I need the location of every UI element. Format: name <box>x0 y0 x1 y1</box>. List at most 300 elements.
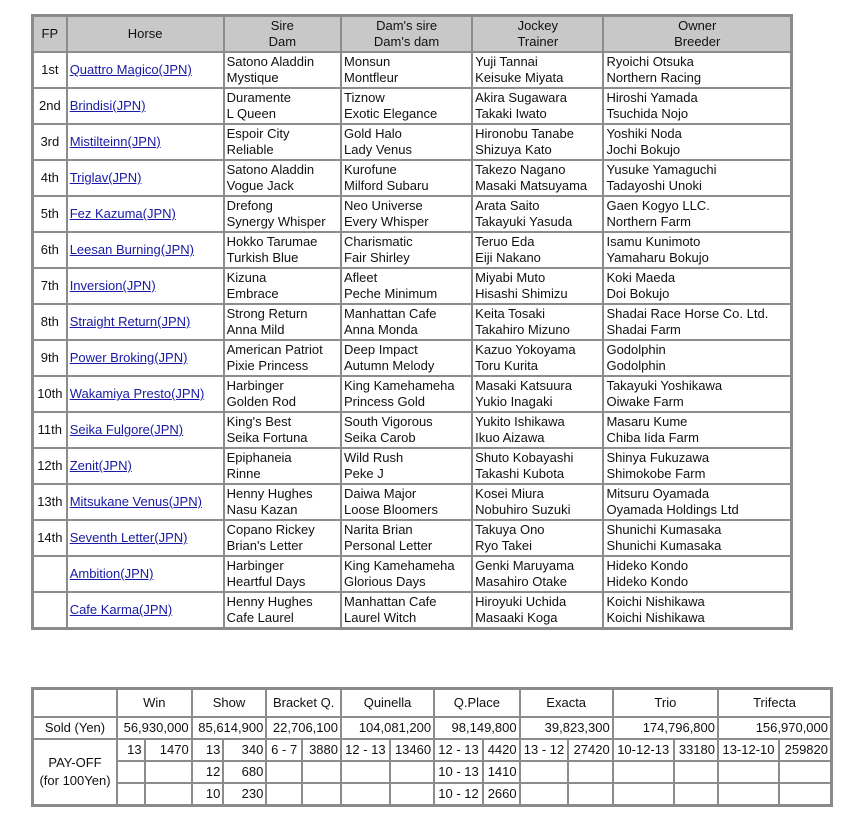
owner-breeder-cell <box>603 412 791 448</box>
winning-combination: 13 <box>192 739 224 761</box>
dams-dam: Anna Monda <box>344 322 418 337</box>
dams-dam: Personal Letter <box>344 538 433 553</box>
breeder: Koichi Nishikawa <box>606 610 705 625</box>
breeder: Northern Farm <box>606 214 691 229</box>
dams-sire: Deep Impact <box>344 342 418 357</box>
trainer: Masaaki Koga <box>475 610 558 625</box>
finish-position: 1st <box>33 52 67 88</box>
payout-amount: 259820 <box>779 739 831 761</box>
payout-amount <box>674 783 718 805</box>
payoff-table <box>31 687 833 807</box>
jockey-trainer-cell <box>472 160 603 196</box>
finish-position <box>33 556 67 592</box>
payout-amount <box>390 783 434 805</box>
owner: Godolphin <box>606 342 666 357</box>
jockey-trainer-cell <box>472 268 603 304</box>
jockey: Kazuo Yokoyama <box>475 342 576 357</box>
dams-sire: Charismatic <box>344 234 413 249</box>
header-horse: Horse <box>67 16 224 52</box>
owner: Shunichi Kumasaka <box>606 522 722 537</box>
trainer: Ikuo Aizawa <box>475 430 545 445</box>
damsire-damdam-cell <box>341 412 472 448</box>
payout-amount: 4420 <box>483 739 520 761</box>
dams-sire: Gold Halo <box>344 126 402 141</box>
payout-amount <box>779 761 831 783</box>
owner: Isamu Kunimoto <box>606 234 701 249</box>
trainer: Takashi Kubota <box>475 466 565 481</box>
horse-link[interactable]: Zenit(JPN) <box>69 458 132 473</box>
payoff-row <box>33 739 831 761</box>
damsire-damdam-cell <box>341 592 472 628</box>
winning-combination <box>520 783 569 805</box>
jockey: Takuya Ono <box>475 522 545 537</box>
damsire-damdam-cell <box>341 124 472 160</box>
winning-combination <box>718 783 779 805</box>
dams-dam: Montfleur <box>344 70 399 85</box>
breeder: Tadayoshi Unoki <box>606 178 702 193</box>
sire-dam-cell <box>224 196 341 232</box>
payout-amount: 27420 <box>568 739 612 761</box>
table-row <box>33 124 791 160</box>
dams-sire: Afleet <box>344 270 378 285</box>
jockey: Miyabi Muto <box>475 270 546 285</box>
bet-type-header: Exacta <box>520 689 613 717</box>
sire-dam-cell <box>224 520 341 556</box>
header-jockey-trainer <box>472 16 603 52</box>
payout-amount: 340 <box>223 739 266 761</box>
finish-position: 7th <box>33 268 67 304</box>
breeder: Oiwake Farm <box>606 394 684 409</box>
finish-position: 14th <box>33 520 67 556</box>
finish-position: 13th <box>33 484 67 520</box>
trainer: Masaki Matsuyama <box>475 178 588 193</box>
jockey-trainer-cell <box>472 88 603 124</box>
horse-link[interactable]: Brindisi(JPN) <box>69 98 146 113</box>
trainer: Hisashi Shimizu <box>475 286 568 301</box>
jockey-trainer-cell <box>472 124 603 160</box>
dams-dam: Exotic Elegance <box>344 106 438 121</box>
table-row <box>33 52 791 88</box>
owner: Koichi Nishikawa <box>606 594 705 609</box>
horse-cell <box>67 304 224 340</box>
jockey-trainer-cell <box>472 448 603 484</box>
horse-link[interactable]: Inversion(JPN) <box>69 278 156 293</box>
damsire-damdam-cell <box>341 232 472 268</box>
table-row <box>33 160 791 196</box>
sire-dam-cell <box>224 124 341 160</box>
dam: Cafe Laurel <box>226 610 294 625</box>
breeder: Doi Bokujo <box>606 286 670 301</box>
sire-dam-cell <box>224 88 341 124</box>
finish-position: 4th <box>33 160 67 196</box>
bet-type-header: Show <box>192 689 267 717</box>
table-row <box>33 340 791 376</box>
payout-amount <box>145 761 192 783</box>
sire: Henny Hughes <box>226 486 313 501</box>
header-dam: Dam <box>268 34 297 49</box>
owner-breeder-cell <box>603 232 791 268</box>
damsire-damdam-cell <box>341 376 472 412</box>
jockey: Keita Tosaki <box>475 306 546 321</box>
payoff-header-row <box>33 689 831 717</box>
dams-sire: Tiznow <box>344 90 385 105</box>
sire: Duramente <box>226 90 291 105</box>
finish-position: 3rd <box>33 124 67 160</box>
header-damdam: Dam's dam <box>373 34 440 49</box>
table-row <box>33 268 791 304</box>
payoff-label-line2: (for 100Yen) <box>39 773 111 788</box>
table-row <box>33 304 791 340</box>
dam: Brian's Letter <box>226 538 303 553</box>
winning-combination: 12 - 13 <box>434 739 483 761</box>
horse-link[interactable]: Straight Return(JPN) <box>69 314 191 329</box>
table-row <box>33 556 791 592</box>
damsire-damdam-cell <box>341 160 472 196</box>
payout-amount: 230 <box>223 783 266 805</box>
horse-cell <box>67 484 224 520</box>
table-row <box>33 448 791 484</box>
jockey-trainer-cell <box>472 304 603 340</box>
sire: Harbinger <box>226 558 284 573</box>
horse-cell <box>67 376 224 412</box>
jockey: Shuto Kobayashi <box>475 450 574 465</box>
dam: Heartful Days <box>226 574 306 589</box>
breeder: Shadai Farm <box>606 322 681 337</box>
dam: Reliable <box>226 142 274 157</box>
trainer: Nobuhiro Suzuki <box>475 502 571 517</box>
bet-type-header: Quinella <box>341 689 434 717</box>
dams-sire: South Vigorous <box>344 414 433 429</box>
sold-amount: 98,149,800 <box>434 717 520 739</box>
sire-dam-cell <box>224 448 341 484</box>
owner-breeder-cell <box>603 556 791 592</box>
payoff-label <box>33 739 117 805</box>
dams-sire: Narita Brian <box>344 522 413 537</box>
owner-breeder-cell <box>603 340 791 376</box>
finish-position: 12th <box>33 448 67 484</box>
horse-cell <box>67 268 224 304</box>
trainer: Yukio Inagaki <box>475 394 553 409</box>
sire: Hokko Tarumae <box>226 234 318 249</box>
horse-link[interactable]: Cafe Karma(JPN) <box>69 602 173 617</box>
payout-amount: 13460 <box>390 739 434 761</box>
winning-combination: 10-12-13 <box>613 739 674 761</box>
sire: Copano Rickey <box>226 522 315 537</box>
payout-amount <box>145 783 192 805</box>
winning-combination: 10 <box>192 783 224 805</box>
horse-link[interactable]: Mitsukane Venus(JPN) <box>69 494 202 509</box>
breeder: Shunichi Kumasaka <box>606 538 722 553</box>
horse-link[interactable]: Fez Kazuma(JPN) <box>69 206 176 221</box>
winning-combination: 6 - 7 <box>266 739 302 761</box>
sire: Drefong <box>226 198 273 213</box>
horse-link[interactable]: Seika Fulgore(JPN) <box>69 422 184 437</box>
winning-combination: 10 - 13 <box>434 761 483 783</box>
payout-amount <box>674 761 718 783</box>
damsire-damdam-cell <box>341 268 472 304</box>
race-results-table <box>31 14 793 630</box>
dams-dam: Lady Venus <box>344 142 412 157</box>
winning-combination: 13-12-10 <box>718 739 779 761</box>
sire-dam-cell <box>224 412 341 448</box>
owner: Gaen Kogyo LLC. <box>606 198 710 213</box>
results-header-row <box>33 16 791 52</box>
trainer: Shizuya Kato <box>475 142 552 157</box>
payout-amount: 1410 <box>483 761 520 783</box>
owner-breeder-cell <box>603 484 791 520</box>
finish-position: 5th <box>33 196 67 232</box>
jockey-trainer-cell <box>472 484 603 520</box>
dam: Turkish Blue <box>226 250 299 265</box>
jockey-trainer-cell <box>472 196 603 232</box>
sold-amount: 174,796,800 <box>613 717 718 739</box>
winning-combination <box>520 761 569 783</box>
horse-cell <box>67 556 224 592</box>
jockey-trainer-cell <box>472 376 603 412</box>
sire-dam-cell <box>224 304 341 340</box>
sire: Epiphaneia <box>226 450 292 465</box>
horse-cell <box>67 340 224 376</box>
horse-link[interactable]: Ambition(JPN) <box>69 566 154 581</box>
dams-dam: Loose Bloomers <box>344 502 438 517</box>
header-sire: Sire <box>270 18 294 33</box>
winning-combination <box>266 783 302 805</box>
sire: King's Best <box>226 414 292 429</box>
payout-amount: 1470 <box>145 739 192 761</box>
header-trainer: Trainer <box>517 34 559 49</box>
payout-amount <box>390 761 434 783</box>
sire: Satono Aladdin <box>226 162 315 177</box>
owner: Masaru Kume <box>606 414 688 429</box>
breeder: Oyamada Holdings Ltd <box>606 502 739 517</box>
trainer: Eiji Nakano <box>475 250 541 265</box>
damsire-damdam-cell <box>341 484 472 520</box>
owner-breeder-cell <box>603 124 791 160</box>
jockey: Arata Saito <box>475 198 540 213</box>
payout-amount: 3880 <box>302 739 341 761</box>
dams-sire: Manhattan Cafe <box>344 306 437 321</box>
dams-sire: King Kamehameha <box>344 558 455 573</box>
horse-cell <box>67 232 224 268</box>
dams-dam: Seika Carob <box>344 430 416 445</box>
owner: Hideko Kondo <box>606 558 689 573</box>
jockey-trainer-cell <box>472 232 603 268</box>
finish-position: 11th <box>33 412 67 448</box>
header-fp: FP <box>33 16 67 52</box>
breeder: Godolphin <box>606 358 666 373</box>
header-owner-breeder <box>603 16 791 52</box>
winning-combination <box>613 783 674 805</box>
trainer: Takahiro Mizuno <box>475 322 570 337</box>
table-row <box>33 592 791 628</box>
jockey-trainer-cell <box>472 520 603 556</box>
breeder: Tsuchida Nojo <box>606 106 689 121</box>
bet-type-header: Q.Place <box>434 689 520 717</box>
dam: Mystique <box>226 70 279 85</box>
winning-combination <box>341 783 390 805</box>
damsire-damdam-cell <box>341 340 472 376</box>
horse-link[interactable]: Power Broking(JPN) <box>69 350 188 365</box>
jockey: Teruo Eda <box>475 234 535 249</box>
owner-breeder-cell <box>603 160 791 196</box>
sire-dam-cell <box>224 556 341 592</box>
jockey-trainer-cell <box>472 592 603 628</box>
damsire-damdam-cell <box>341 88 472 124</box>
jockey: Genki Maruyama <box>475 558 575 573</box>
horse-cell <box>67 52 224 88</box>
sire: Harbinger <box>226 378 284 393</box>
dams-dam: Peche Minimum <box>344 286 438 301</box>
table-row <box>33 412 791 448</box>
breeder: Jochi Bokujo <box>606 142 681 157</box>
owner: Yoshiki Noda <box>606 126 682 141</box>
jockey: Takezo Nagano <box>475 162 566 177</box>
owner-breeder-cell <box>603 448 791 484</box>
finish-position: 9th <box>33 340 67 376</box>
payout-amount <box>302 783 341 805</box>
finish-position: 10th <box>33 376 67 412</box>
damsire-damdam-cell <box>341 448 472 484</box>
horse-cell <box>67 196 224 232</box>
dam: Pixie Princess <box>226 358 309 373</box>
winning-combination: 10 - 12 <box>434 783 483 805</box>
sire-dam-cell <box>224 592 341 628</box>
jockey: Hiroyuki Uchida <box>475 594 567 609</box>
horse-cell <box>67 448 224 484</box>
winning-combination <box>341 761 390 783</box>
damsire-damdam-cell <box>341 556 472 592</box>
dams-dam: Princess Gold <box>344 394 425 409</box>
winning-combination: 13 <box>117 739 145 761</box>
dams-dam: Peke J <box>344 466 384 481</box>
winning-combination <box>117 783 145 805</box>
owner-breeder-cell <box>603 88 791 124</box>
jockey: Kosei Miura <box>475 486 544 501</box>
jockey: Masaki Katsuura <box>475 378 572 393</box>
horse-link[interactable]: Triglav(JPN) <box>69 170 142 185</box>
sire: Strong Return <box>226 306 308 321</box>
dam: Nasu Kazan <box>226 502 298 517</box>
horse-cell <box>67 160 224 196</box>
horse-link[interactable]: Quattro Magico(JPN) <box>69 62 192 77</box>
bet-type-header: Trifecta <box>718 689 831 717</box>
horse-link[interactable]: Wakamiya Presto(JPN) <box>69 386 205 401</box>
header-damsire-damdam <box>341 16 472 52</box>
horse-link[interactable]: Seventh Letter(JPN) <box>69 530 188 545</box>
jockey-trainer-cell <box>472 412 603 448</box>
horse-link[interactable]: Mistilteinn(JPN) <box>69 134 161 149</box>
owner-breeder-cell <box>603 268 791 304</box>
owner: Koki Maeda <box>606 270 676 285</box>
dam: Rinne <box>226 466 261 481</box>
table-row <box>33 196 791 232</box>
dams-dam: Fair Shirley <box>344 250 410 265</box>
table-row <box>33 484 791 520</box>
trainer: Toru Kurita <box>475 358 539 373</box>
breeder: Northern Racing <box>606 70 702 85</box>
payout-amount <box>302 761 341 783</box>
breeder: Hideko Kondo <box>606 574 689 589</box>
payout-amount <box>568 783 612 805</box>
sold-amount: 104,081,200 <box>341 717 434 739</box>
results-body <box>33 52 791 628</box>
payout-amount: 680 <box>223 761 266 783</box>
payout-amount <box>568 761 612 783</box>
sire: Espoir City <box>226 126 290 141</box>
owner: Shinya Fukuzawa <box>606 450 710 465</box>
payoff-label-line1: PAY-OFF <box>48 755 102 770</box>
owner: Mitsuru Oyamada <box>606 486 710 501</box>
sire-dam-cell <box>224 160 341 196</box>
horse-cell <box>67 412 224 448</box>
trainer: Takaki Iwato <box>475 106 547 121</box>
horse-cell <box>67 88 224 124</box>
dams-sire: Monsun <box>344 54 391 69</box>
owner-breeder-cell <box>603 304 791 340</box>
jockey: Akira Sugawara <box>475 90 567 105</box>
damsire-damdam-cell <box>341 196 472 232</box>
sire: Satono Aladdin <box>226 54 315 69</box>
payoff-corner <box>33 689 117 717</box>
winning-combination: 12 - 13 <box>341 739 390 761</box>
sire-dam-cell <box>224 52 341 88</box>
payout-amount: 2660 <box>483 783 520 805</box>
payoff-body <box>33 689 831 805</box>
dam: Vogue Jack <box>226 178 294 193</box>
dams-sire: Wild Rush <box>344 450 404 465</box>
finish-position: 6th <box>33 232 67 268</box>
dams-sire: Manhattan Cafe <box>344 594 437 609</box>
sire-dam-cell <box>224 376 341 412</box>
breeder: Yamaharu Bokujo <box>606 250 709 265</box>
horse-link[interactable]: Leesan Burning(JPN) <box>69 242 194 257</box>
owner: Yusuke Yamaguchi <box>606 162 717 177</box>
finish-position <box>33 592 67 628</box>
owner-breeder-cell <box>603 52 791 88</box>
dam: Anna Mild <box>226 322 285 337</box>
winning-combination: 13 - 12 <box>520 739 569 761</box>
owner: Shadai Race Horse Co. Ltd. <box>606 306 769 321</box>
owner-breeder-cell <box>603 592 791 628</box>
sire: Kizuna <box>226 270 267 285</box>
dam: Embrace <box>226 286 279 301</box>
sold-amount: 156,970,000 <box>718 717 831 739</box>
winning-combination: 12 <box>192 761 224 783</box>
bet-type-header: Bracket Q. <box>266 689 341 717</box>
payout-amount <box>779 783 831 805</box>
damsire-damdam-cell <box>341 304 472 340</box>
jockey-trainer-cell <box>472 52 603 88</box>
breeder: Chiba Iida Farm <box>606 430 699 445</box>
table-row <box>33 376 791 412</box>
horse-cell <box>67 520 224 556</box>
bet-type-header: Trio <box>613 689 718 717</box>
jockey: Yukito Ishikawa <box>475 414 565 429</box>
payoff-row <box>33 783 831 805</box>
owner-breeder-cell <box>603 520 791 556</box>
dams-sire: Daiwa Major <box>344 486 417 501</box>
payoff-row <box>33 761 831 783</box>
jockey-trainer-cell <box>472 556 603 592</box>
dams-sire: Kurofune <box>344 162 397 177</box>
sire-dam-cell <box>224 232 341 268</box>
sire: American Patriot <box>226 342 323 357</box>
header-owner: Owner <box>678 18 717 33</box>
dams-sire: King Kamehameha <box>344 378 455 393</box>
winning-combination <box>718 761 779 783</box>
sold-amount: 39,823,300 <box>520 717 613 739</box>
sire-dam-cell <box>224 268 341 304</box>
